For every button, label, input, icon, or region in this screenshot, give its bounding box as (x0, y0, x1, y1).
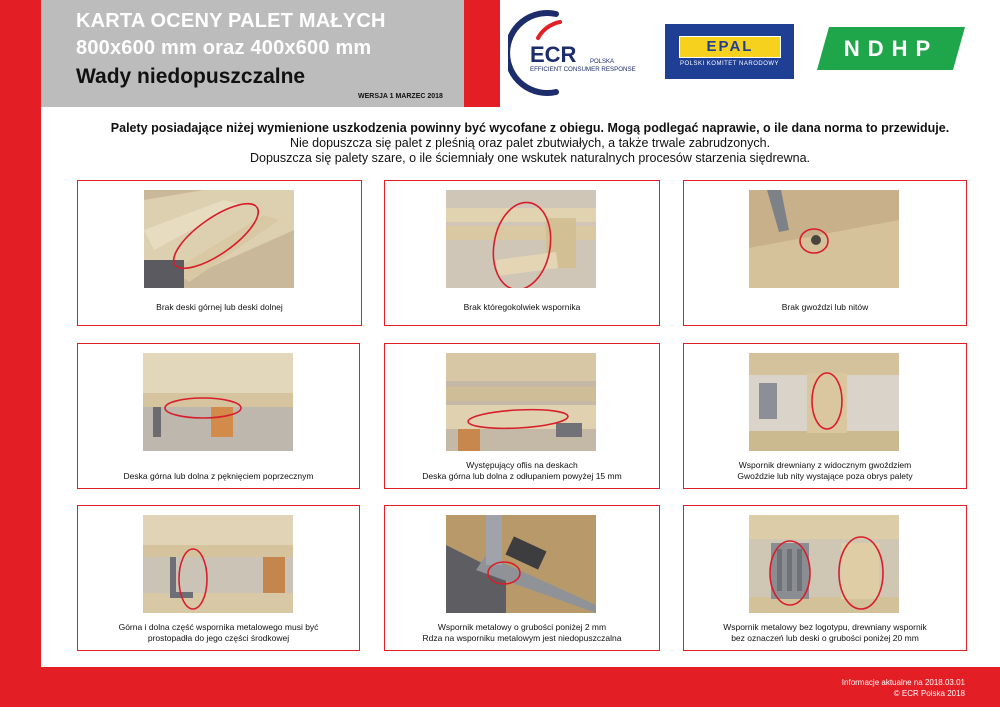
defect-card-missing-nail (683, 180, 967, 326)
defect-caption-1: Występujący oflis na deskach (466, 460, 578, 470)
defect-card-wane (384, 343, 660, 489)
defect-photo (749, 515, 899, 613)
defect-caption-2: Rdza na wsporniku metalowym jest niedopuszczalna (422, 633, 622, 643)
defect-photo (446, 353, 596, 451)
footer-date: Informacje aktualne na 2018.03.01 (841, 678, 965, 687)
defect-caption-2: prostopadła do jego części środkowej (147, 633, 290, 643)
defect-photo (749, 353, 899, 451)
epal-badge (679, 36, 781, 58)
defect-card-metal-block-perpendicular (77, 505, 360, 651)
footer-copyright: © ECR Polska 2018 (893, 689, 965, 698)
epal-logo (665, 24, 794, 79)
defect-caption: Brak deski górnej lub deski dolnej (156, 302, 283, 312)
ndhp-logo (817, 27, 965, 70)
defect-caption-2: bez oznaczeń lub deski o grubości poniżej 20 mm (731, 633, 919, 643)
defect-caption-1: Górna i dolna część wspornika metalowego musi być (118, 622, 319, 632)
defect-caption-2: Deska górna lub dolna z odłupaniem powyżej 15 mm (422, 471, 622, 481)
header-red-strip (464, 0, 500, 107)
ecr-country-text: POLSKA (590, 59, 615, 65)
defect-photo (143, 353, 293, 451)
defect-card-metal-thickness (384, 505, 660, 651)
defect-caption-1: Wspornik drewniany z widocznym gwoździem (738, 460, 912, 470)
ecr-logo-text: ECR (530, 42, 577, 67)
defect-caption: Deska górna lub dolna z pęknięciem poprzecznym (123, 471, 314, 481)
defect-caption: Brak gwoździ lub nitów (781, 302, 869, 312)
epal-logo-text: EPAL (706, 38, 754, 55)
version-label: WERSJA 1 MARZEC 2018 (358, 93, 443, 100)
defect-card-missing-board (77, 180, 362, 326)
footer (842, 677, 965, 699)
defect-card-block-marking (683, 505, 967, 651)
defect-photo (446, 515, 596, 613)
defect-card-missing-block (384, 180, 660, 326)
defect-card-protruding-nail (683, 343, 967, 489)
defect-caption-1: Wspornik metalowy o grubości poniżej 2 mm (437, 622, 607, 632)
epal-sub-text: POLSKI KOMITET NARODOWY (679, 61, 780, 67)
title-line-3: Wady niedopuszczalne (76, 65, 306, 88)
defect-caption: Brak któregokolwiek wspornika (463, 302, 581, 312)
defect-photo (144, 190, 294, 288)
defect-caption-2: Gwoździe lub nity wystające poza obrys palety (737, 471, 913, 481)
ecr-logo (508, 8, 658, 98)
defect-card-cracked-board (77, 343, 360, 489)
left-red-band (0, 0, 41, 707)
defect-caption-1: Wspornik metalowy bez logotypu, drewniany wspornik (723, 622, 927, 632)
defect-photo (749, 190, 899, 288)
intro-line-3: Dopuszcza się palety szare, o ile ściemniały one wskutek naturalnych procesów starzenia siędrewna. (250, 151, 810, 165)
defect-photo (446, 190, 596, 288)
intro-line-2: Nie dopuszcza się palet z pleśnią oraz palet zbutwiałych, a także trwale zabrudzonych. (289, 136, 771, 150)
title-line-1: KARTA OCENY PALET MAŁYCH (76, 10, 386, 32)
defect-photo (143, 515, 293, 613)
ndhp-logo-text: NDHP (843, 36, 939, 61)
ecr-sub-text: EFFICIENT CONSUMER RESPONSE (530, 66, 636, 73)
intro-line-1: Palety posiadające niżej wymienione uszkodzenia powinny być wycofane z obiegu. Mogą podlegać naprawie, o ile dana norma to przewiduje. (110, 121, 950, 135)
title-line-2: 800x600 mm oraz 400x600 mm (76, 37, 372, 59)
